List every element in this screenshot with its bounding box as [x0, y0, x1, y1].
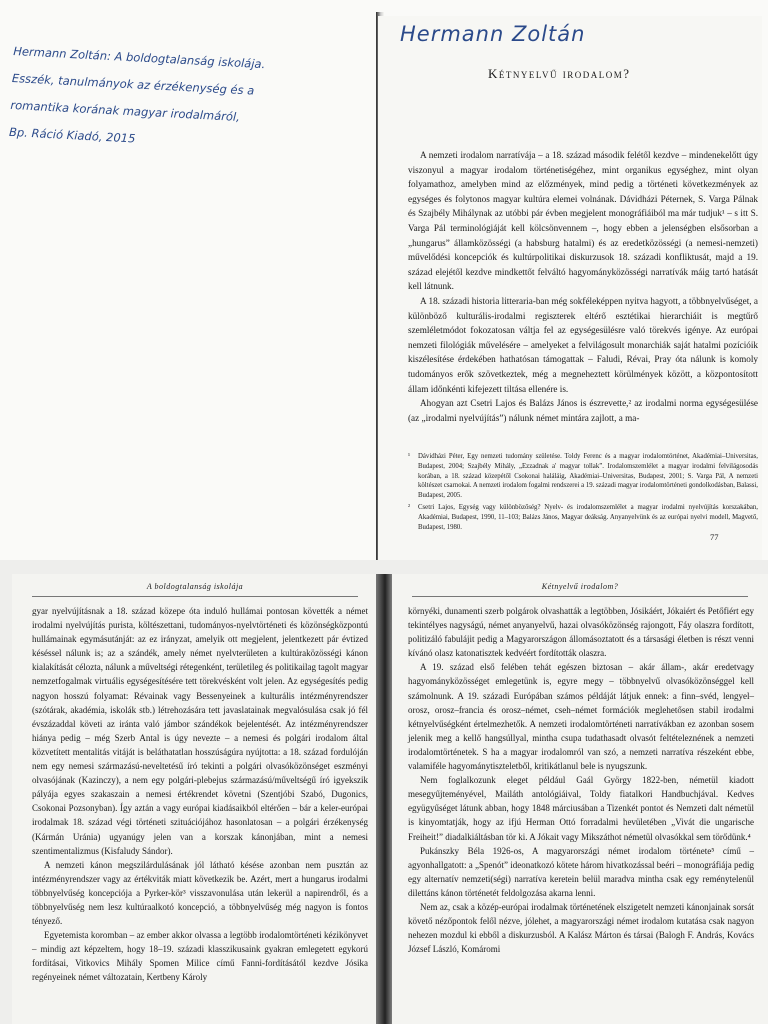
- chapter-title: Kétnyelvű irodalom?: [488, 66, 631, 81]
- page-body-text: [408, 604, 754, 956]
- book-page-left: [12, 574, 378, 1024]
- page-number: 77: [710, 532, 719, 542]
- note-line: Esszék, tanulmányok az érzékenység és a: [11, 70, 255, 98]
- paragraph: Egyetemista koromban – az ember akkor olvassa a legtöbb irodalomtörténeti kézikönyvet – mindig azt képzeltem, hogy 18–19. századi klasszikusaink gyakran emlegetett egykorú fordításai, Vitkovics Mihály Spomen Milice című Fanni-fordításától kezdve Jósika regényeinek német változatain, Kertbeny Károly: [32, 930, 368, 983]
- paragraph: Nem az, csak a közép-európai irodalmak történetének elszigetelt nemzeti kánonjainak sorsát követő nézőpontok felől nézve, jólehet, a magyarországi német irodalom kutatása csak nagyon nehezen mozdul ki ebből a diskurzusból. A Kalász Márton és társai (Balogh F. András, Kovács József László, Komáromi: [408, 901, 754, 955]
- lower-scan-area: [0, 560, 768, 1024]
- page-body-text: [32, 604, 368, 985]
- paragraph: A 19. század első felében tehát egészen biztosan – akár állam-, akár eredetvagy hagyományközösséget emlegetünk is, egyre megy – többnyelvű olvasóközönséggel kell számolnunk. A 19. századi Európában számos példáját látjuk ennek: a finn–svéd, lengyel–orosz, orosz–francia és orosz–német, cseh–német formációk meglehetősen stabil irodalmi kétnyelvűségként értelmezhetők. A nemzeti irodalomtörténeti narratívákban ez azonban sosem jelenik meg a kellő hangsúllyal, mintha csupa tudathasadt olvasót feltételeznének a nemzeti irodalomtörténetek. S ha a magyar irodalomról van szó, a nemzeti narratíva részeként ebbe, valamiféle hagyománytiszteletből, kritikátlanul bele is nyugszunk.: [408, 662, 754, 772]
- footnote-number: ²: [408, 503, 411, 511]
- paragraph: A 18. századi historia litteraria-ban még sokféleképpen nyitva hagyott, a többnyelvűséget, a különböző kulturális-irodalmi regiszterek eltérő esztétikai hierarchiáit is megtűrő szemléletmódot fokozatosan váltja fel az egységesülésre való törekvés igénye. Az európai nemzeti filológiák művelésére – amelyeket a felvilágosult monarchiák saját hatalmi pozícióik kiszélesítése érdekében hathatósan támogattak – Faludi, Révai, Pray óta nálunk is komoly tudományos erők szövetkeztek, még a megneheztett körülmények között, a központosított állam időnkénti kifejezett tiltása ellenére is.: [408, 295, 758, 394]
- paragraph: gyar nyelvújításnak a 18. század közepe óta induló hullámai pontosan követték a német irodalmi nyelvújítás purista, költészettani, tudományos-nyelvtörténeti és közönségközpontú hullámainak egymásutánját: az ez irányzat, amelyik ott megjelent, jelentkezett pár évtized késéssel nálunk is; az a szándék, amely német nyelvterületen a kultúraközösségi kánon kialakítását célozta, nálunk a műveltségi rétegenként, területileg és politikailag tagolt magyar nemzetfogalmak virtuális egységesítésére tett törekvésként volt jelen. Az egységesítés pedig nagyon hosszú folyamat: Révainak vagy Bessenyeinek a kulturális intézményrendszer (szótárak, akadémia, iskolák stb.) létrehozására tett javaslatainak megvalósulása csak jó fél évszázaddal követi az iránta való jámbor szándékok bejelentését. Az intézményrendszer hiánya pedig – még Szerb Antal is úgy nevezte – a nemesi és polgári irodalom által közvetített mentalitás vitáját is beláthatatlan hosszúságúra nyújtotta: a 18. század fordulóján nem egy nemesi származású-neveltetésű író tekinti a polgári olvasóközönséget eszményi olvasójának (Kazinczy), a nem egy polgári-plebejus származású/műveltségű író igyekszik pályája egyes szakaszain a nemesi értékrendet követni (Szentjóbi Szabó, Dugonics, Csokonai Pozsonyban). Így aztán a vagy európai kiadásaikból eltérően – bár a keler-európai irodalmak 18. század végi történeti szituációjához hasonlatosan – a polgári érzékenység (Kármán Uránia) ugyanúgy jelen van a korszak kánonjában, mint a nemesi szentimentalizmus (Kisfaludy Sándor).: [32, 606, 368, 856]
- footnote: [408, 503, 758, 532]
- paragraph: környéki, dunamenti szerb polgárok olvashatták a legtöbben, Jósikáért, Jókaiért és Petőfiért egy tekintélyes nagyságú, német anyanyelvű, hazai olvasóközönség rajongott, Fáy olaszra fordított, politizáló fabulájit pedig a Magyarországon állomásoztatott és a társasági életben is részt venni kívánó olasz katonatisztek kedvéért fordították olaszra.: [408, 606, 754, 659]
- footnotes: [408, 452, 758, 534]
- handwritten-bibliographic-note: [8, 38, 353, 164]
- paragraph: Pukánszky Béla 1926-os, A magyarországi német irodalom története⁵ című – agyonhallgatott: a „Spenót” ideonatkozó kötete három hivatkozással beéri – monográfiája pedig egy alternatív nemzeti(ségi) narratíva keretein belül maradva mintha csak egy reménytelenül dilettáns kánon történetét feldolgozása akarna lenni.: [408, 845, 754, 898]
- running-head: Kétnyelvű irodalom?: [541, 582, 619, 591]
- header-rule: [412, 596, 748, 597]
- header-rule: [32, 596, 358, 597]
- handwritten-author-name: Hermann Zoltán: [400, 22, 586, 46]
- footnote-number: ¹: [408, 453, 411, 460]
- book-page-77: [378, 16, 762, 564]
- page-body-text: [408, 148, 758, 425]
- footnote: [408, 452, 758, 501]
- running-head: A boldogtalanság iskolája: [146, 582, 244, 591]
- book-page-right: [392, 574, 768, 1024]
- paragraph: A nemzeti irodalom narratívája – a 18. század második felétől kezdve – mindenekelőtt úgy viszonyul a magyar irodalom történetiségéhez, mint organikus egységhez, mint olyan folyamathoz, amelyben mind az előzmények, mind pedig a történeti következmények az egységes és folytonos magyar kultúra elemei volnának. Dávidházi Péternek, S. Varga Pálnak és Szajbély Mihálynak az utóbbi pár évben megjelent monográfiáiból ma már tudjuk¹ – s itt S. Varga Pál terminológiáját kell kölcsönvennem –, hogy ebben a jelenségben elsősorban a „hungarus” államközösségi (a habsburg hatalmi) és az eredetközösségi (a nemesi-nemzeti) művelődési koncepciók és kultúrpolitikai diskurzusok 18. századi konfliktusát, majd a 19. század elejétől kezdve mindkettőt felváltó hagyományközösségi narratívák máig tartó hatását kell látnunk.: [408, 150, 758, 292]
- paragraph: Ahogyan azt Csetri Lajos és Balázs János is észrevette,² az irodalmi norma egységesülése (az „irodalmi nyelvújítás”) nálunk német mintára zajlott, a ma-: [408, 398, 758, 423]
- paragraph: Nem foglalkozunk eleget például Gaál György 1822-ben, németül kiadott mesegyűjteményével, Mailáth antológiáival, Toldy fiatalkori Handbuchjával. Kedves együgyűséget látunk abban, hogy 1848 márciusában a Tizenkét pontot és Nemzeti dalt németül is kinyomtatják, hogy az ifjú Herman Ottó forradalmi hevületében „Vivát die ungarische Freiheit!” diadalkiáltásban tör ki. A Jókait vagy Mikszáthot németül olvasókkal sem törődünk.⁴: [408, 775, 754, 842]
- paragraph: A nemzeti kánon megszilárdulásának jól látható késése azonban nem pusztán az intézményrendszer vagy az értékviták miatt következik be. Azért, mert a hungarus irodalmi többnyelvűség koncepciója a Pyrker-kör³ visszavonulása után lekerül a napirendről, és a többnyelvűség nem lesz kultúraalkotó koncepció, a többnyelvűség még nagyon is fontos tényező.: [32, 859, 368, 927]
- footnote-text: Dávidházi Péter, Egy nemzeti tudomány születése. Toldy Ferenc és a magyar irodalomtörténet, Akadémiai–Universitas, Budapest, 2004; Szajbély Mihály, „Ezzadnak a' magyar tollak”. Irodalomszemlélet a magyar irodalmi felvilágosodás korában, a 18. század közepétől Csokonai haláláig, Akadémiai–Universitas, Budapest, 2001; S. Varga Pál, A nemzeti költészet csarnokai. A nemzeti irodalom fogalmi rendszerei a 19. századi magyar irodalomtörténeti gondolkodásban, Balassi, Budapest, 2005.: [418, 453, 758, 500]
- note-line: Hermann Zoltán: A boldogtalanság iskolája.: [12, 43, 266, 72]
- note-line: Bp. Ráció Kiadó, 2015: [8, 124, 136, 146]
- footnote-text: Csetri Lajos, Egység vagy különbözőség? Nyelv- és irodalomszemlélet a magyar irodalmi nyelvújítás korszakában, Akadémiai, Budapest, 1990, 11–103; Balázs János, Magyar deákság. Anyanyelvünk és az európai nyelvi modell, Magvető, Budapest, 1980.: [418, 503, 758, 531]
- note-line: romantika korának magyar irodalmáról,: [10, 97, 241, 124]
